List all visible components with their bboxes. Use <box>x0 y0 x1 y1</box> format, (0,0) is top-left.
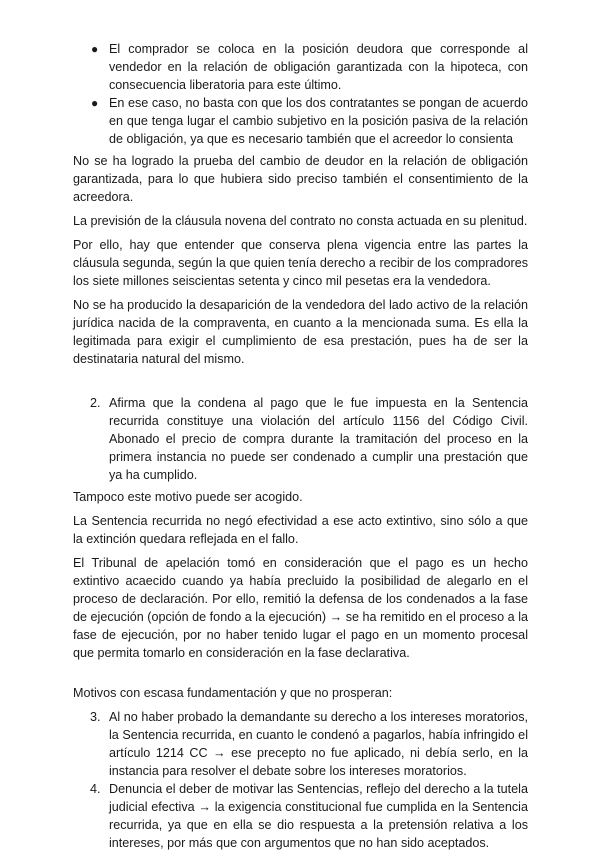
bullet-text: En ese caso, no basta con que los dos contratantes se pongan de acuerdo en que tenga lugar el cambio subjetivo en la posición pasiva de la relación de obligación, ya que es necesario también que el acreedor lo consienta <box>109 96 528 146</box>
bullet-text: El comprador se coloca en la posición deudora que corresponde al vendedor en la relación de obligación garantizada con la hipoteca, con consecuencia liberatoria para este último. <box>109 42 528 92</box>
numbered-item <box>73 780 528 852</box>
bullet-item <box>73 40 528 94</box>
item-number: 4. <box>90 782 101 796</box>
paragraph: La Sentencia recurrida no negó efectividad a ese acto extintivo, sino sólo a que la extinción quedara reflejada en el fallo. <box>73 514 528 546</box>
spacer <box>73 374 528 394</box>
paragraph: No se ha producido la desaparición de la vendedora del lado activo de la relación jurídica nacida de la compraventa, en cuanto a la mencionada suma. Es ella la legitimada para exigir el cumplimiento de esa prestación, pues ha de ser la destinataria natural del mismo. <box>73 298 528 366</box>
paragraph: No se ha logrado la prueba del cambio de deudor en la relación de obligación garantizada, para lo que hubiera sido preciso también el consentimiento de la acreedora. <box>73 154 528 204</box>
paragraph: Por ello, hay que entender que conserva plena vigencia entre las partes la cláusula segunda, según la que quien tenía derecho a recibir de los compradores los siete millones seiscientas setenta y cinco mil pesetas era la vendedora. <box>73 238 528 288</box>
item-number: 2. <box>90 396 101 410</box>
numbered-list-motive-2 <box>73 394 528 484</box>
bullet-item <box>73 94 528 148</box>
numbered-item <box>73 394 528 484</box>
item-text: Al no haber probado la demandante su derecho a los intereses moratorios, la Sentencia recurrida, en cuanto le condenó a pagarlos, había infringido el artículo 1214 CC → ese precepto no fue aplicado, ni debía serlo, en la instancia para resolver el debate sobre los intereses moratorios. <box>109 710 528 778</box>
document-page <box>73 40 528 856</box>
bullet-icon: ● <box>91 42 99 56</box>
section-intro: Motivos con escasa fundamentación y que no prosperan: <box>73 686 393 700</box>
paragraph: Tampoco este motivo puede ser acogido. <box>73 490 303 504</box>
paragraph: La previsión de la cláusula novena del contrato no consta actuada en su plenitud. <box>73 214 528 228</box>
bullet-list <box>73 40 528 148</box>
paragraph: El Tribunal de apelación tomó en consideración que el pago es un hecho extintivo acaecido cuando ya había precluido la posibilidad de alegarlo en el proceso de declaración. Por ello, remitió la defensa de los condenados a la fase de ejecución (opción de fondo a la ejecución) → se ha remitido en el proceso a la fase de ejecución, por no haber tenido lugar el pago en un momento procesal que permita tomarlo en consideración en la fase declarativa. <box>73 556 528 660</box>
numbered-item <box>73 708 528 780</box>
item-text: Afirma que la condena al pago que le fue impuesta en la Sentencia recurrida constituye una violación del artículo 1156 del Código Civil. Abonado el precio de compra durante la tramitación del proceso en la primera instancia no puede ser condenado a cumplir una prestación que ya ha cumplido. <box>109 396 528 482</box>
numbered-list-final <box>73 708 528 852</box>
item-number: 3. <box>90 710 101 724</box>
spacer <box>73 668 528 684</box>
item-text: Denuncia el deber de motivar las Sentencias, reflejo del derecho a la tutela judicial efectiva → la exigencia constitucional fue cumplida en la Sentencia recurrida, ya que en ella se dio respuesta a la pretensión relativa a los intereses, por más que con argumentos que no han sido aceptados. <box>109 782 528 850</box>
bullet-icon: ● <box>91 96 99 110</box>
